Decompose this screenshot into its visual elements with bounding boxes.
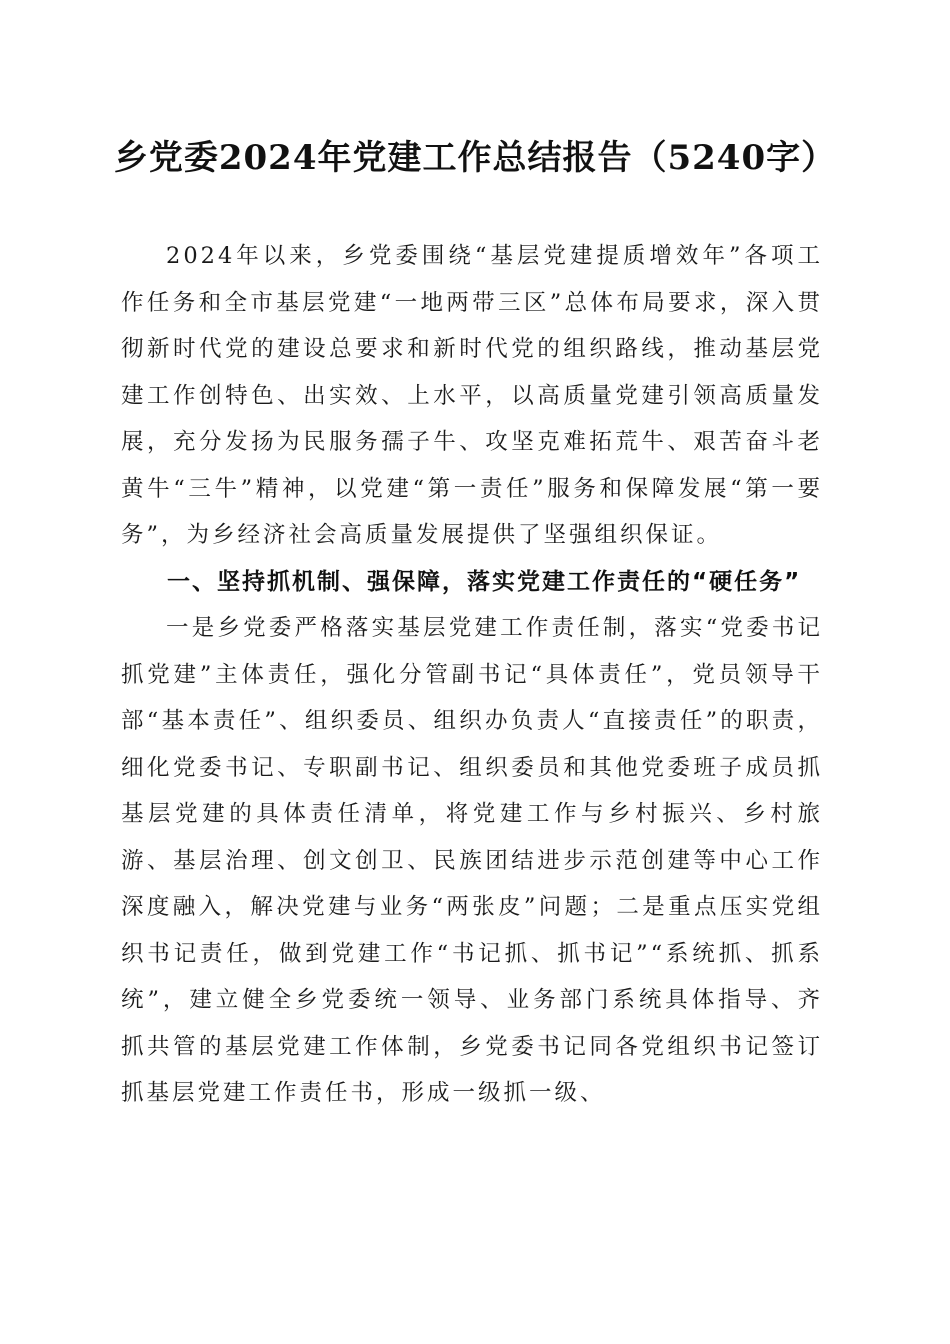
section-paragraph: 一是乡党委严格落实基层党建工作责任制，落实“党委书记抓党建”主体责任，强化分管副书记“具体责任”，党员领导干部“基本责任”、组织委员、组织办负责人“直接责任”的职责，细化党委书记、专职副书记、组织委员和其他党委班子成员抓基层党建的具体责任清单，将党建工作与乡村振兴、乡村旅游、基层治理、创文创卫、民族团结进步示范创建等中心工作深度融入，解决党建与业务“两张皮”问题；二是重点压实党组织书记责任，做到党建工作“书记抓、抓书记”“系统抓、抓系统”，建立健全乡党委统一领导、业务部门系统具体指导、齐抓共管的基层党建工作体制，乡党委书记同各党组织书记签订抓基层党建工作责任书，形成一级抓一级、 (121, 615, 823, 1106)
intro-paragraph: 2024年以来，乡党委围绕“基层党建提质增效年”各项工作任务和全市基层党建“一地两带三区”总体布局要求，深入贯彻新时代党的建设总要求和新时代党的组织路线，推动基层党建工作创特色、出实效、上水平，以高质量党建引领高质量发展，充分发扬为民服务孺子牛、攻坚克难拓荒牛、艰苦奋斗老黄牛“三牛”精神，以党建“第一责任”服务和保障发展“第一要务”，为乡经济社会高质量发展提供了坚强组织保证。 (121, 243, 823, 548)
section-heading: 一、坚持抓机制、强保障，落实党建工作责任的“硬任务” (167, 568, 802, 595)
document-body (121, 233, 823, 1117)
document-title: 乡党委2024年党建工作总结报告（5240字） (113, 138, 837, 178)
